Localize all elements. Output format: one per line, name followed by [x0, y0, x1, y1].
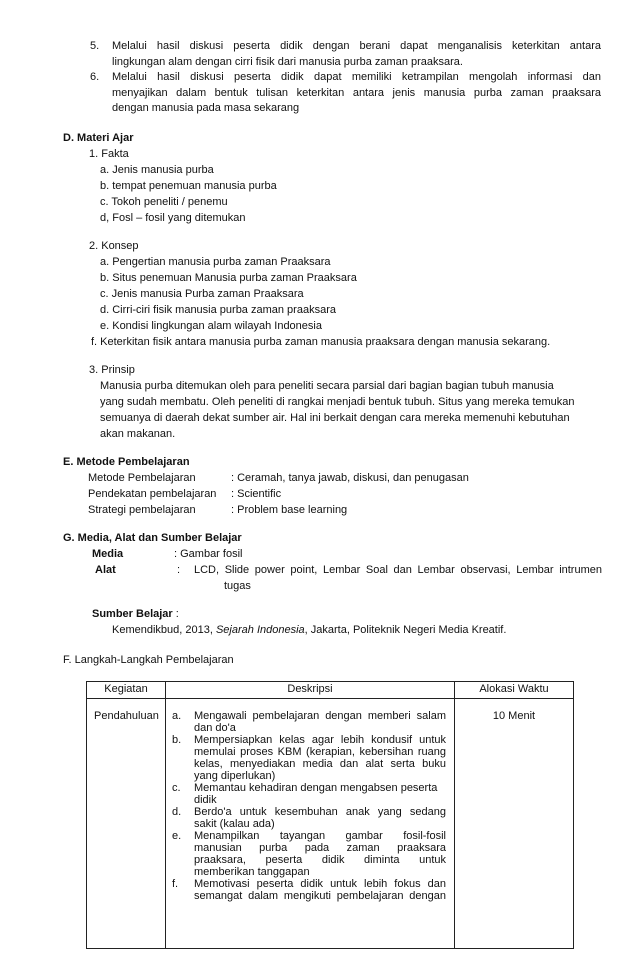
list-item: [172, 806, 446, 830]
alat-value-line-2: tugas: [224, 580, 251, 592]
alat-value-line-1: LCD, Slide power point, Lembar Soal dan Lembar observasi, Lembar intrumen: [194, 564, 602, 576]
materi-heading: D. Materi Ajar: [63, 132, 134, 144]
list-item-text: kelas, menyediakan media dan alat serta buku: [194, 758, 446, 770]
objective-6-line-1: Melalui hasil diskusi peserta didik dapat memiliki ketrampilan mengolah informasi dan: [112, 71, 601, 83]
column-header-kegiatan: Kegiatan: [87, 682, 166, 699]
konsep-item: d. Cirri-ciri fisik manusia purba zaman praaksara: [100, 304, 336, 316]
list-item-text: memulai proses KBM (kerapian, kebersihan ruang: [194, 746, 446, 758]
metode-heading: E. Metode Pembelajaran: [63, 456, 190, 468]
alokasi-cell: [455, 699, 574, 949]
list-item-text: dan do'a: [194, 722, 236, 734]
konsep-item: c. Jenis manusia Purba zaman Praaksara: [100, 288, 304, 300]
metode-row-value: : Ceramah, tanya jawab, diskusi, dan penugasan: [231, 472, 469, 484]
prinsip-line: semuanya di daerah dekat sumber air. Hal ini berkait dengan cara mereka memenuhi kebutuhan: [100, 412, 570, 424]
konsep-item: a. Pengertian manusia purba zaman Praaksara: [100, 256, 331, 268]
sumber-reference-publisher: , Jakarta, Politeknik Negeri Media Kreatif.: [304, 624, 507, 636]
table-header-row: [87, 682, 574, 699]
objective-5-line-1: Melalui hasil diskusi peserta didik dengan berani dapat menganalisis keterkitan antara: [112, 40, 601, 52]
media-value: : Gambar fosil: [174, 548, 243, 560]
list-marker: a.: [172, 710, 182, 722]
objective-5-number: 5.: [90, 40, 100, 52]
objective-6-number: 6.: [90, 71, 100, 83]
column-header-alokasi: Alokasi Waktu: [455, 682, 574, 699]
media-label: Media: [92, 548, 124, 560]
metode-row-label: Pendekatan pembelajaran: [88, 488, 217, 500]
column-header-deskripsi: Deskripsi: [166, 682, 455, 699]
konsep-item: f. Keterkitan fisik antara manusia purba zaman manusia praaksara dengan manusia sekarang.: [91, 336, 551, 348]
list-item-text: Berdo'a untuk kesembuhan anak yang sedang: [194, 806, 446, 818]
metode-row-label: Metode Pembelajaran: [88, 472, 196, 484]
sumber-reference-author: Kemendikbud, 2013,: [112, 624, 216, 636]
alokasi-text: 10 Menit: [492, 710, 536, 722]
metode-row-value: : Problem base learning: [231, 504, 348, 516]
list-item-text: Memantau kehadiran dengan mengabsen peserta: [194, 782, 438, 794]
sumber-reference-title: Sejarah Indonesia: [215, 624, 305, 636]
sumber-reference: [112, 623, 506, 638]
metode-row-label: Strategi pembelajaran: [88, 504, 196, 516]
list-item-text: sakit (kalau ada): [194, 818, 275, 830]
fakta-item: a. Jenis manusia purba: [100, 164, 214, 176]
list-marker: e.: [172, 830, 182, 842]
objective-6-line-2: menyajikan dalam bentuk tulisan keterkitan antara jenis manusia purba zaman praaksara: [112, 87, 601, 99]
kegiatan-cell: [87, 699, 166, 949]
list-item-text: semangat dalam mengikuti pembelajaran dengan: [194, 890, 446, 902]
list-item: [172, 830, 446, 878]
langkah-table: [86, 681, 574, 949]
sumber-label: Sumber Belajar: [92, 608, 173, 620]
prinsip-line: akan makanan.: [100, 428, 176, 440]
sumber-colon: :: [175, 608, 179, 620]
fakta-item: b. tempat penemuan manusia purba: [100, 180, 277, 192]
prinsip-title: 3. Prinsip: [89, 364, 135, 376]
list-item-text: Mempersiapkan kelas agar lebih kondusif untuk: [194, 734, 446, 746]
list-item-text: Memotivasi peserta didik untuk lebih fokus dan: [194, 878, 446, 890]
fakta-item: c. Tokoh peneliti / penemu: [100, 196, 228, 208]
fakta-item: d, Fosl – fosil yang ditemukan: [100, 212, 246, 224]
konsep-item: e. Kondisi lingkungan alam wilayah Indonesia: [100, 320, 322, 332]
metode-row-value: : Scientific: [231, 488, 282, 500]
langkah-heading: F. Langkah-Langkah Pembelajaran: [63, 654, 234, 666]
kegiatan-text: Pendahuluan: [94, 710, 159, 722]
list-marker: f.: [172, 878, 179, 890]
konsep-title: 2. Konsep: [89, 240, 139, 252]
fakta-title: 1. Fakta: [89, 148, 129, 160]
list-item-text: Mengawali pembelajaran dengan memberi salam: [194, 710, 446, 722]
list-item-text: praaksara, peserta didik diminta untuk: [194, 854, 446, 866]
list-item-text: didik: [194, 794, 217, 806]
list-item: [172, 878, 446, 902]
alat-label: Alat: [95, 564, 116, 576]
list-marker: d.: [172, 806, 182, 818]
deskripsi-list: [166, 699, 454, 906]
list-item-text: manusian purba pada zaman praaksara: [194, 842, 446, 854]
list-item: [172, 782, 446, 806]
deskripsi-cell: [166, 699, 455, 949]
list-marker: b.: [172, 734, 182, 746]
table-row: [87, 699, 574, 949]
alat-colon: :: [177, 564, 181, 576]
list-item: [172, 734, 446, 782]
list-item-text: yang diperlukan): [194, 770, 276, 782]
konsep-item: b. Situs penemuan Manusia purba zaman Praaksara: [100, 272, 357, 284]
prinsip-line: Manusia purba ditemukan oleh para peneliti secara parsial dari bagian bagian tubuh manusia: [100, 380, 554, 392]
list-item-text: Menampilkan tayangan gambar fosil-fosil: [194, 830, 446, 842]
objective-6-line-3: dengan manusia pada masa sekarang: [112, 102, 300, 114]
objective-5-line-2: lingkungan alam dengan cirri fisik dari manusia purba zaman praaksara.: [112, 56, 463, 68]
media-heading: G. Media, Alat dan Sumber Belajar: [63, 532, 242, 544]
list-item: [172, 710, 446, 734]
list-marker: c.: [172, 782, 181, 794]
prinsip-line: yang sudah membatu. Oleh peneliti di rangkai menjadi bentuk tubuh. Situs yang mereka temukan: [100, 396, 575, 408]
list-item-text: memberikan tanggapan: [194, 866, 310, 878]
sumber-row: [92, 607, 179, 622]
